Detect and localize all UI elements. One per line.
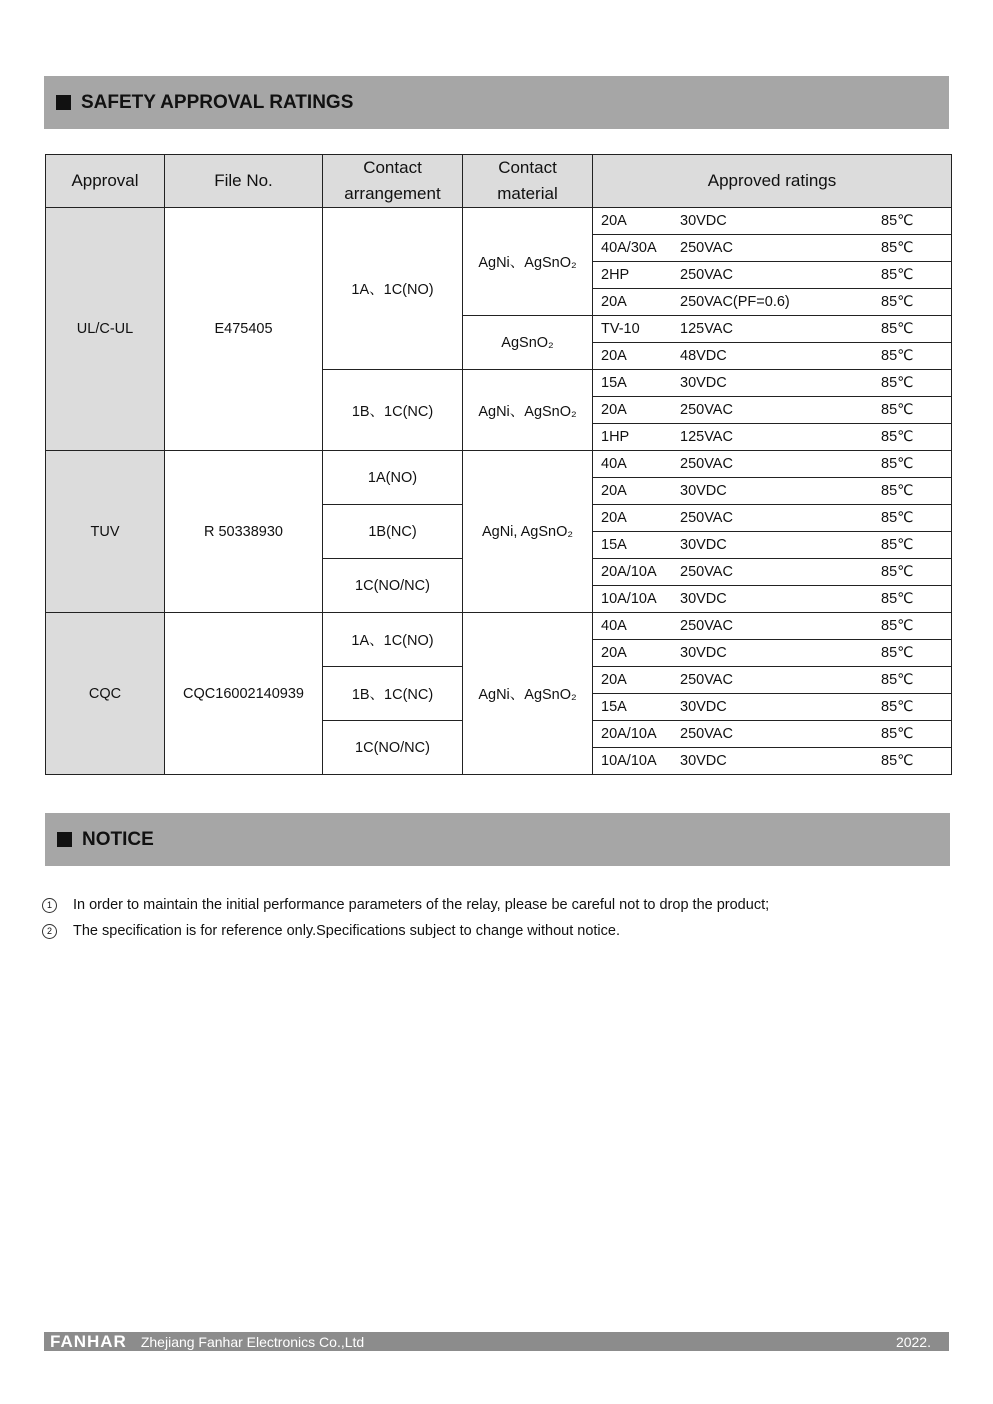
company-name: Zhejiang Fanhar Electronics Co.,Ltd [140, 1333, 365, 1350]
rating-cell: 20A/10A 250VAC 85℃ [593, 559, 952, 586]
arrangement-cell: 1B(NC) [323, 505, 463, 559]
arrangement-cell: 1A、1C(NO) [323, 208, 463, 370]
rating-cell: 10A/10A 30VDC 85℃ [593, 586, 952, 613]
rating-cell: 40A/30A 250VAC 85℃ [593, 235, 952, 262]
rating-cell: 20A 250VAC 85℃ [593, 505, 952, 532]
notice-section-header [45, 813, 950, 866]
safety-ratings-table [45, 154, 952, 775]
rating-cell: 15A 30VDC 85℃ [593, 370, 952, 397]
list-item [42, 918, 769, 944]
brand-logo: FANHAR [50, 1331, 127, 1351]
rating-cell: 20A 250VAC(PF=0.6) 85℃ [593, 289, 952, 316]
notice-text: The specification is for reference only.Specifications subject to change without notice. [73, 923, 620, 939]
rating-cell: 20A/10A 250VAC 85℃ [593, 721, 952, 748]
rating-cell: 20A 250VAC 85℃ [593, 667, 952, 694]
rating-cell: 20A 30VDC 85℃ [593, 640, 952, 667]
section-title: SAFETY APPROVAL RATINGS [81, 91, 354, 113]
header-contact-arrangement: Contact arrangement [323, 155, 463, 208]
header-file-no: File No. [165, 155, 323, 208]
page-footer [44, 1332, 949, 1351]
table-row [46, 613, 952, 640]
file-no-cell: CQC16002140939 [165, 613, 323, 775]
file-no-cell: E475405 [165, 208, 323, 451]
rating-cell: 20A 48VDC 85℃ [593, 343, 952, 370]
circled-number-icon: 2 [42, 924, 57, 939]
header-approval: Approval [46, 155, 165, 208]
rating-cell: 20A 30VDC 85℃ [593, 208, 952, 235]
approval-cell: UL/C-UL [46, 208, 165, 451]
table-row [46, 451, 952, 478]
arrangement-cell: 1B、1C(NC) [323, 370, 463, 451]
material-cell: AgNi, AgSnO₂ [463, 451, 593, 613]
header-contact-material: Contact material [463, 155, 593, 208]
rating-cell: 10A/10A 30VDC 85℃ [593, 748, 952, 775]
file-no-cell: R 50338930 [165, 451, 323, 613]
rating-cell: 40A 250VAC 85℃ [593, 451, 952, 478]
arrangement-cell: 1A(NO) [323, 451, 463, 505]
table-row [46, 208, 952, 235]
material-cell: AgNi、AgSnO₂ [463, 613, 593, 775]
header-approved-ratings: Approved ratings [593, 155, 952, 208]
arrangement-cell: 1B、1C(NC) [323, 667, 463, 721]
table-header-row [46, 155, 952, 208]
notice-list [42, 892, 769, 944]
safety-approval-section-header [44, 76, 949, 129]
circled-number-icon: 1 [42, 898, 57, 913]
arrangement-cell: 1A、1C(NO) [323, 613, 463, 667]
material-cell: AgNi、AgSnO₂ [463, 370, 593, 451]
material-cell: AgSnO₂ [463, 316, 593, 370]
section-title: NOTICE [82, 828, 154, 850]
rating-cell: 1HP 125VAC 85℃ [593, 424, 952, 451]
approval-cell: CQC [46, 613, 165, 775]
approval-cell: TUV [46, 451, 165, 613]
list-item [42, 892, 769, 918]
arrangement-cell: 1C(NO/NC) [323, 721, 463, 775]
rating-cell: 15A 30VDC 85℃ [593, 694, 952, 721]
rating-cell: 2HP 250VAC 85℃ [593, 262, 952, 289]
square-bullet-icon [56, 95, 71, 110]
arrangement-cell: 1C(NO/NC) [323, 559, 463, 613]
square-bullet-icon [57, 832, 72, 847]
material-cell: AgNi、AgSnO₂ [463, 208, 593, 316]
rating-cell: 20A 30VDC 85℃ [593, 478, 952, 505]
rating-cell: TV-10 125VAC 85℃ [593, 316, 952, 343]
footer-year: 2022. [895, 1333, 931, 1350]
rating-cell: 20A 250VAC 85℃ [593, 397, 952, 424]
rating-cell: 15A 30VDC 85℃ [593, 532, 952, 559]
rating-cell: 40A 250VAC 85℃ [593, 613, 952, 640]
notice-text: In order to maintain the initial performance parameters of the relay, please be careful not to drop the product; [73, 897, 770, 913]
